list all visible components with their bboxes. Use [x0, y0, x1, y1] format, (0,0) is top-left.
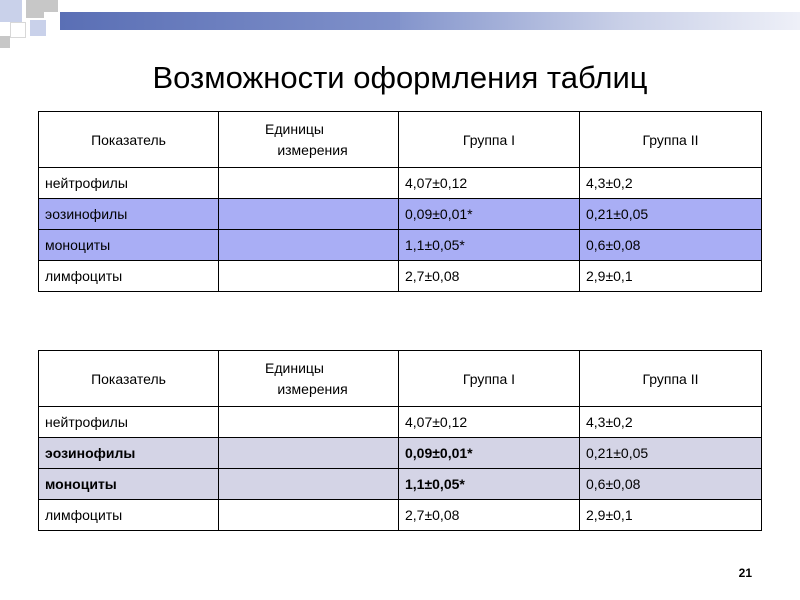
cell-indicator: нейтрофилы [39, 407, 219, 438]
cell-group-2: 2,9±0,1 [580, 500, 762, 531]
deco-square [10, 22, 26, 38]
cell-group-2: 4,3±0,2 [580, 168, 762, 199]
cell-group-2: 0,6±0,08 [580, 469, 762, 500]
cell-units [219, 168, 399, 199]
deco-square [0, 36, 10, 48]
table-header-row [39, 112, 762, 168]
table-row-highlighted [39, 199, 762, 230]
page-number: 21 [738, 566, 752, 580]
header-group-1: Группа I [399, 112, 580, 168]
header-units-line2: измерения [277, 380, 348, 397]
cell-group-2: 4,3±0,2 [580, 407, 762, 438]
slide-title: Возможности оформления таблиц [152, 60, 648, 95]
table-row [39, 168, 762, 199]
header-units [219, 112, 399, 168]
deco-square [44, 0, 58, 12]
header-indicator: Показатель [39, 351, 219, 407]
cell-group-1: 0,09±0,01* [399, 438, 580, 469]
cell-indicator: эозинофилы [39, 438, 219, 469]
cell-units [219, 500, 399, 531]
header-units-line2: измерения [277, 141, 348, 158]
data-table-1 [38, 111, 762, 292]
cell-units [219, 261, 399, 292]
cell-units [219, 199, 399, 230]
header-units [219, 351, 399, 407]
table-header-row [39, 351, 762, 407]
table-row [39, 500, 762, 531]
header-units-line1: Единицы [265, 359, 324, 376]
table-row-highlighted [39, 469, 762, 500]
cell-group-1: 2,7±0,08 [399, 261, 580, 292]
cell-group-1: 0,09±0,01* [399, 199, 580, 230]
header-bar [60, 12, 800, 30]
cell-indicator: лимфоциты [39, 261, 219, 292]
header-bar-gradient [400, 12, 800, 30]
cell-group-1: 4,07±0,12 [399, 407, 580, 438]
cell-group-2: 0,21±0,05 [580, 199, 762, 230]
cell-units [219, 407, 399, 438]
header-indicator: Показатель [39, 112, 219, 168]
cell-group-2: 2,9±0,1 [580, 261, 762, 292]
cell-group-2: 0,6±0,08 [580, 230, 762, 261]
cell-group-1: 1,1±0,05* [399, 469, 580, 500]
cell-indicator: лимфоциты [39, 500, 219, 531]
header-bar-dark [60, 12, 400, 30]
deco-square [0, 0, 22, 22]
deco-square [26, 0, 44, 18]
cell-indicator: моноциты [39, 230, 219, 261]
cell-indicator: нейтрофилы [39, 168, 219, 199]
cell-units [219, 230, 399, 261]
cell-group-1: 2,7±0,08 [399, 500, 580, 531]
cell-units [219, 469, 399, 500]
cell-group-1: 1,1±0,05* [399, 230, 580, 261]
table-row [39, 261, 762, 292]
header-units-line1: Единицы [265, 120, 324, 137]
table-row-highlighted [39, 230, 762, 261]
table-row [39, 407, 762, 438]
data-table-2 [38, 350, 762, 531]
cell-indicator: моноциты [39, 469, 219, 500]
cell-group-2: 0,21±0,05 [580, 438, 762, 469]
cell-indicator: эозинофилы [39, 199, 219, 230]
header-group-2: Группа II [580, 112, 762, 168]
header-group-2: Группа II [580, 351, 762, 407]
cell-units [219, 438, 399, 469]
table-row-highlighted [39, 438, 762, 469]
cell-group-1: 4,07±0,12 [399, 168, 580, 199]
deco-square [30, 20, 46, 36]
header-group-1: Группа I [399, 351, 580, 407]
